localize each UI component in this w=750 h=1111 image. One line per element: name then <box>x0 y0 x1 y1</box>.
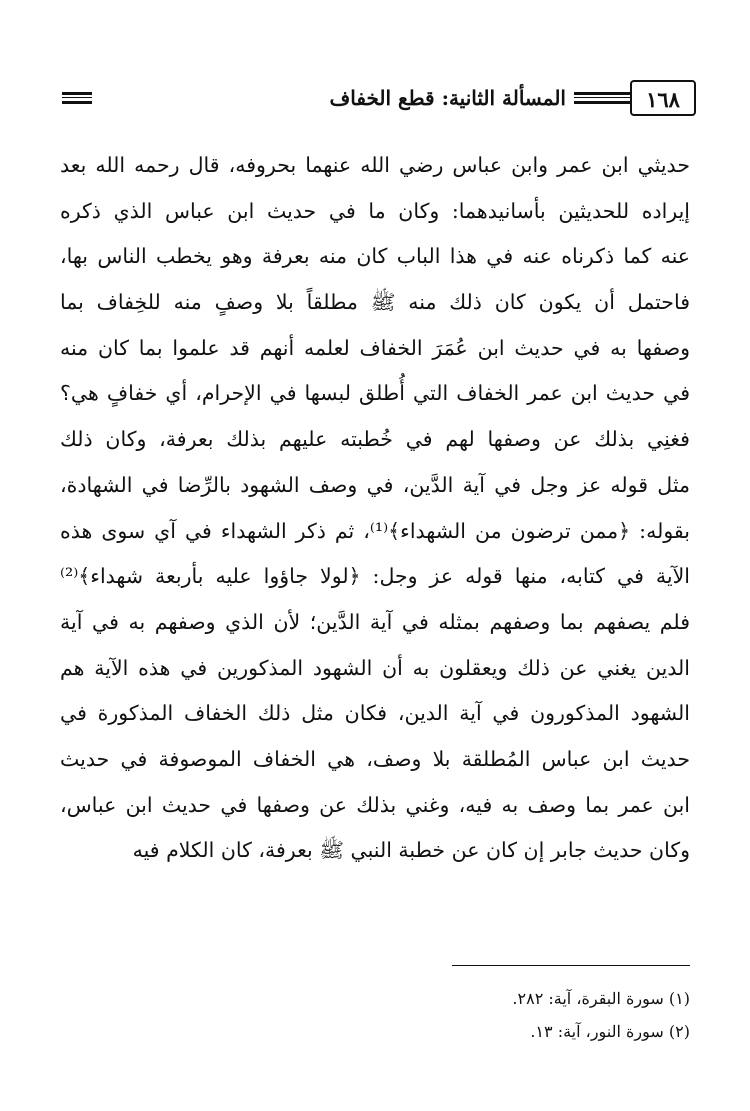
body-text <box>60 143 690 874</box>
footnote-2: (٢) سورة النور، آية: ١٣. <box>530 1022 690 1041</box>
chapter-title: المسألة الثانية: قطع الخفاف <box>329 86 566 110</box>
footnotes <box>300 982 690 1048</box>
text-line: الآية في كتابه، منها قوله عز وجل: ﴿لولا جاؤوا عليه بأربعة شهداء﴾⁽²⁾ <box>60 564 690 589</box>
text-line: حديث ابن عباس المُطلقة بلا وصف، هي الخفاف الموصوفة في حديث <box>60 746 690 771</box>
text-line: فغنِي بذلك عن وصفها لهم في خُطبته عليهم بذلك بعرفة، وكان ذلك <box>60 427 690 452</box>
text-line: في حديث ابن عمر الخفاف التي أُطلق لبسها في الإحرام، أي خفافٍ هي؟ <box>60 381 690 406</box>
footnote-1: (١) سورة البقرة، آية: ٢٨٢. <box>512 989 690 1008</box>
footnote-separator <box>452 965 690 966</box>
text-line: عنه كما ذكرناه عنه في هذا الباب كان منه بعرفة وهو يخطب الناس بها، <box>60 244 690 269</box>
header-rule-left <box>62 92 92 104</box>
text-line: فلم يصفهم بما وصفهم بمثله في آية الدَّين؛ لأن الذي وصفهم به في آية <box>60 609 690 634</box>
text-line: مثل قوله عز وجل في آية الدَّين، في وصف الشهود بالرِّضا في الشهادة، <box>60 472 690 497</box>
text-line: ابن عمر بما وصف به فيه، وغني بذلك عن وصفها في حديث ابن عباس، <box>60 792 690 817</box>
text-line: الدين يغني عن ذلك ويعقلون به أن الشهود المذكورين في هذه الآية هم <box>60 655 690 680</box>
running-header <box>62 80 696 120</box>
text-line: فاحتمل أن يكون كان ذلك منه ﷺ مطلقاً بلا وصفٍ منه للخِفاف بما <box>60 290 690 315</box>
text-line: وصفها به في حديث ابن عُمَرَ الخفاف لعلمه أنهم قد علموا بما كان منه <box>60 335 690 360</box>
text-line: بقوله: ﴿ممن ترضون من الشهداء﴾⁽¹⁾، ثم ذكر الشهداء في آي سوى هذه <box>60 518 690 543</box>
text-line: حديثي ابن عمر وابن عباس رضي الله عنهما بحروفه، قال رحمه الله بعد <box>60 153 690 177</box>
header-rule-right <box>574 92 630 104</box>
text-line: وكان حديث جابر إن كان عن خطبة النبي ﷺ بعرفة، كان الكلام فيه <box>132 838 690 863</box>
text-line: إيراده للحديثين بأسانيدهما: وكان ما في حديث ابن عباس الذي ذكره <box>60 198 690 223</box>
text-line: الشهود المذكورون في آية الدين، فكان مثل ذلك الخفاف المذكورة في <box>60 701 690 726</box>
page-number: ١٦٨ <box>630 80 696 116</box>
